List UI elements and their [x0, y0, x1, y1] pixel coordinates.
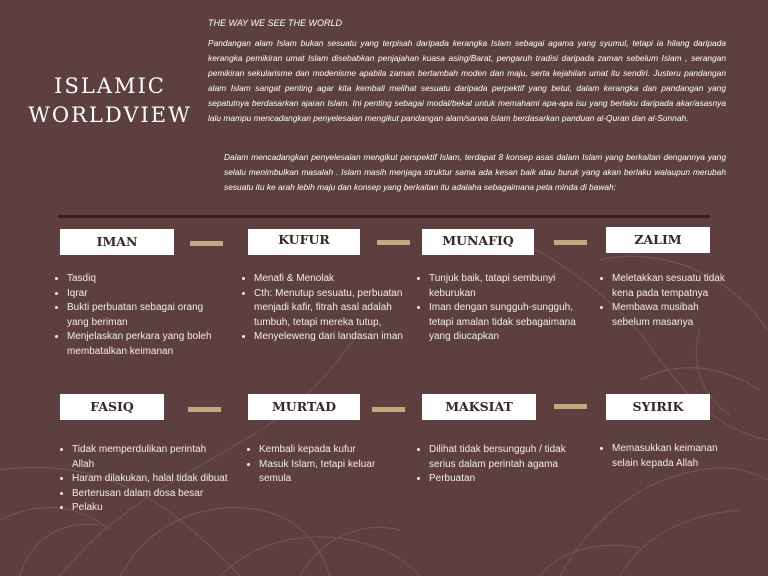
list-item: • Pelaku	[72, 501, 230, 516]
points-syirik	[598, 442, 744, 471]
list-item: • Kembali kepada kufur	[259, 443, 399, 458]
concept-box-zalim: ZALIM	[606, 227, 710, 253]
points-munafiq	[415, 272, 591, 345]
connector-maksiat-syirik	[554, 404, 587, 409]
list-item: • Menafi & Menolak	[254, 272, 412, 287]
points-kufur	[240, 272, 412, 345]
intro-paragraph: Pandangan alam Islam bukan sesuatu yang terpisah daripada kerangka Islam sebagai agama yang syumul, tetapi ia hilang daripada kerangka pemikiran umat Islam disebabkan penjajahan kuasa asing/Barat, pengaruh tradisi daripada zaman sebelum Islam , serangan pemikiran sekularisme dan modenisme apabila zaman bertambah moden dan maju, serta kejahilan umat itu sendiri. Justeru pandangan alam Islam sangat penting agar kita kembali melihat sesuatu daripada perpektif yang betul, dalam kerangka dan pandangan yang sepatutnya berdasarkan ajaran Islam. Ini penting sebagai modal/bekal untuk memahami apa-apa isu yang berlaku daripada akar/asasnya lalu mampu mencadangkan penyelesaian mengikut pandangan alam/sarwa Islam berdasarkan panduan al-Quran dan al-Sunnah.	[208, 38, 726, 123]
list-item: • Tasdiq	[67, 272, 217, 287]
concept-box-murtad: MURTAD	[248, 394, 360, 420]
list-item: • Memasukkan keimanan selain kepada Allah	[612, 442, 744, 471]
concept-box-iman: IMAN	[60, 229, 174, 255]
list-item: • Membawa musibah sebelum masanya	[612, 301, 730, 330]
list-item: • Tidak memperdulikan perintah Allah	[72, 443, 230, 472]
title-line-1: ISLAMIC	[54, 74, 166, 98]
list-item: • Iman dengan sungguh-sungguh, tetapi amalan tidak sebagaimana yang diucapkan	[429, 301, 591, 345]
connector-murtad-maksiat	[372, 407, 405, 412]
list-item: • Cth: Menutup sesuatu, perbuatan menjadi kafir, fitrah asal adalah tumbuh, tetapi mereka tutup,	[254, 287, 412, 331]
points-iman	[53, 272, 217, 360]
points-maksiat	[415, 443, 579, 487]
list-item: • Masuk Islam, tetapi keluar semula	[259, 458, 399, 487]
connector-munafiq-zalim	[554, 240, 587, 245]
list-item: • Iqrar	[67, 287, 217, 302]
list-item: • Bukti perbuatan sebagai orang yang beriman	[67, 301, 217, 330]
page-title	[22, 72, 198, 130]
list-item: • Tunjuk baik, tatapi sembunyi keburukan	[429, 272, 591, 301]
title-line-2: WORLDVIEW	[28, 103, 192, 127]
concept-box-fasiq: FASIQ	[60, 394, 164, 420]
subheading: THE WAY WE SEE THE WORLD	[208, 18, 343, 28]
concept-box-kufur: KUFUR	[248, 229, 360, 255]
connector-kufur-munafiq	[377, 240, 410, 245]
list-item: • Berterusan dalam dosa besar	[72, 487, 230, 502]
concept-box-syirik: SYIRIK	[606, 394, 710, 420]
list-item: • Menjelaskan perkara yang boleh membatalkan keimanan	[67, 330, 217, 359]
list-item: • Perbuatan	[429, 472, 579, 487]
list-item: • Menyeleweng dari landasan iman	[254, 330, 412, 345]
points-fasiq	[58, 443, 230, 516]
concept-box-maksiat: MAKSIAT	[422, 394, 536, 420]
list-item: • Meletakkan sesuatu tidak kena pada tempatnya	[612, 272, 730, 301]
points-murtad	[245, 443, 399, 487]
list-item: • Dilihat tidak bersungguh / tidak serius dalam perintah agama	[429, 443, 579, 472]
second-paragraph: Dalam mencadangkan penyelesaian mengikut perspektif Islam, terdapat 8 konsep asas dalam Islam yang berkaitan dengannya yang selalu menimbulkan masalah . Islam masih menjaga struktur sama ada kesan baik atau buruk yang akan berlaku walaupun merubah sesuatu itu ke arah lebih maju dan konsep yang berkaitan itu adalaha sebagaimana peta minda di bawah:	[224, 152, 726, 192]
points-zalim	[598, 272, 730, 330]
connector-fasiq-murtad	[188, 407, 221, 412]
concept-box-munafiq: MUNAFIQ	[422, 229, 534, 255]
list-item: • Haram dilakukan, halal tidak dibuat	[72, 472, 230, 487]
section-divider	[58, 215, 710, 218]
connector-iman-kufur	[190, 241, 223, 246]
